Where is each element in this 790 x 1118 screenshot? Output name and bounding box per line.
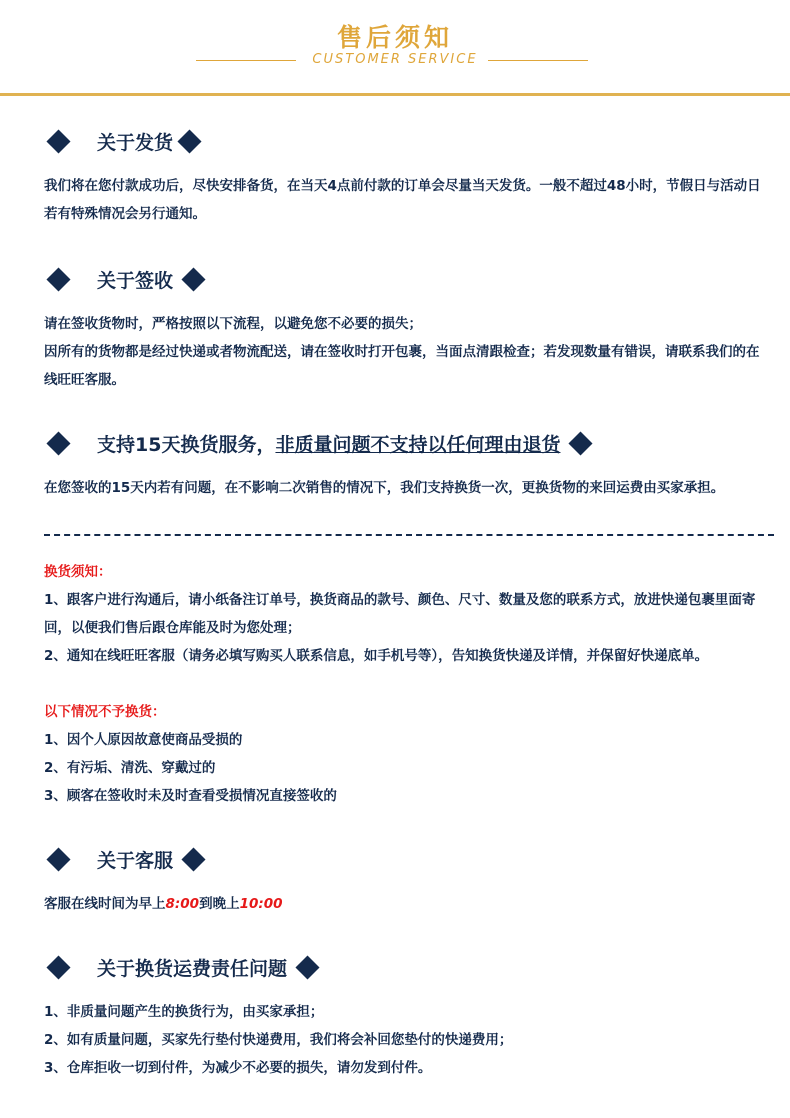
exchange-notice-2: 2、通知在线旺旺客服（请务必填写购买人联系信息，如手机号等），告知换货快递及详情，并保留好快递底单。 [44,648,709,664]
page-subtitle: CUSTOMER SERVICE [312,52,478,67]
section-exchange-heading [44,428,595,458]
diamond-icon [46,129,70,153]
diamond-icon [181,847,205,871]
service-hours-prefix: 客服在线时间为早上 [44,896,166,912]
diamond-icon [569,431,593,455]
dashed-divider [44,534,774,536]
section-receipt-line2: 因所有的货物都是经过快递或者物流配送，请在签收时打开包裹，当面点清跟检查；若发现数量有错误，请联系我们的在线旺旺客服。 [44,344,760,388]
exchange-notice-1: 1、跟客户进行沟通后，请小纸备注订单号，换货商品的款号、颜色、尺寸、数量及您的联系方式，放进快递包裹里面寄回，以便我们售后跟仓库能及时为您处理； [44,592,756,636]
service-hours-middle: 到晚上 [199,896,240,912]
freight-item-1: 1、非质量问题产生的换货行为，由买家承担； [44,1004,324,1020]
diamond-icon [46,267,70,291]
exchange-refuse-1: 1、因个人原因故意使商品受损的 [44,732,243,748]
section-freight-title: 关于换货运费责任问题 [97,957,288,980]
exchange-notice-label: 换货须知： [44,564,112,580]
freight-item-2: 2、如有质量问题，买家先行垫付快递费用，我们将会补回您垫付的快递费用； [44,1032,513,1048]
diamond-icon [295,955,319,979]
diamond-icon [177,129,201,153]
header-divider-right [488,60,588,61]
header-bar [0,93,790,96]
section-service-heading [44,844,208,874]
section-exchange-intro: 在您签收的15天内若有问题，在不影响二次销售的情况下，我们支持换货一次，更换货物的来回运费由买家承担。 [44,480,725,496]
section-receipt-heading [44,264,208,294]
service-hours-end: 10:00 [239,896,283,912]
exchange-refuse-2: 2、有污垢、清洗、穿戴过的 [44,760,216,776]
section-exchange-title [97,430,560,457]
service-hours [44,890,774,918]
exchange-title-underlined: 非质量问题不支持以任何理由退货 [275,433,561,456]
page-title: 售后须知 [336,23,453,52]
diamond-icon [46,847,70,871]
section-shipping-text: 我们将在您付款成功后，尽快安排备货，在当天4点前付款的订单会尽量当天发货。一般不超过48小时，节假日与活动日若有特殊情况会另行通知。 [44,178,761,222]
diamond-icon [46,431,70,455]
section-shipping-title: 关于发货 [97,131,174,154]
section-receipt-line1: 请在签收货物时，严格按照以下流程，以避免您不必要的损失； [44,316,422,332]
section-freight-heading [44,952,322,982]
header [0,0,790,96]
service-hours-start: 8:00 [165,896,200,912]
diamond-icon [46,955,70,979]
freight-item-3: 3、仓库拒收一切到付件，为减少不必要的损失，请勿发到付件。 [44,1060,432,1076]
diamond-icon [181,267,205,291]
section-shipping-heading [44,126,204,156]
section-service-title: 关于客服 [97,849,174,872]
exchange-refuse-3: 3、顾客在签收时未及时查看受损情况直接签收的 [44,788,337,804]
exchange-refuse-label: 以下情况不予换货： [44,704,166,720]
exchange-title-plain: 支持15天换货服务， [97,433,276,456]
section-receipt-title: 关于签收 [97,269,174,292]
